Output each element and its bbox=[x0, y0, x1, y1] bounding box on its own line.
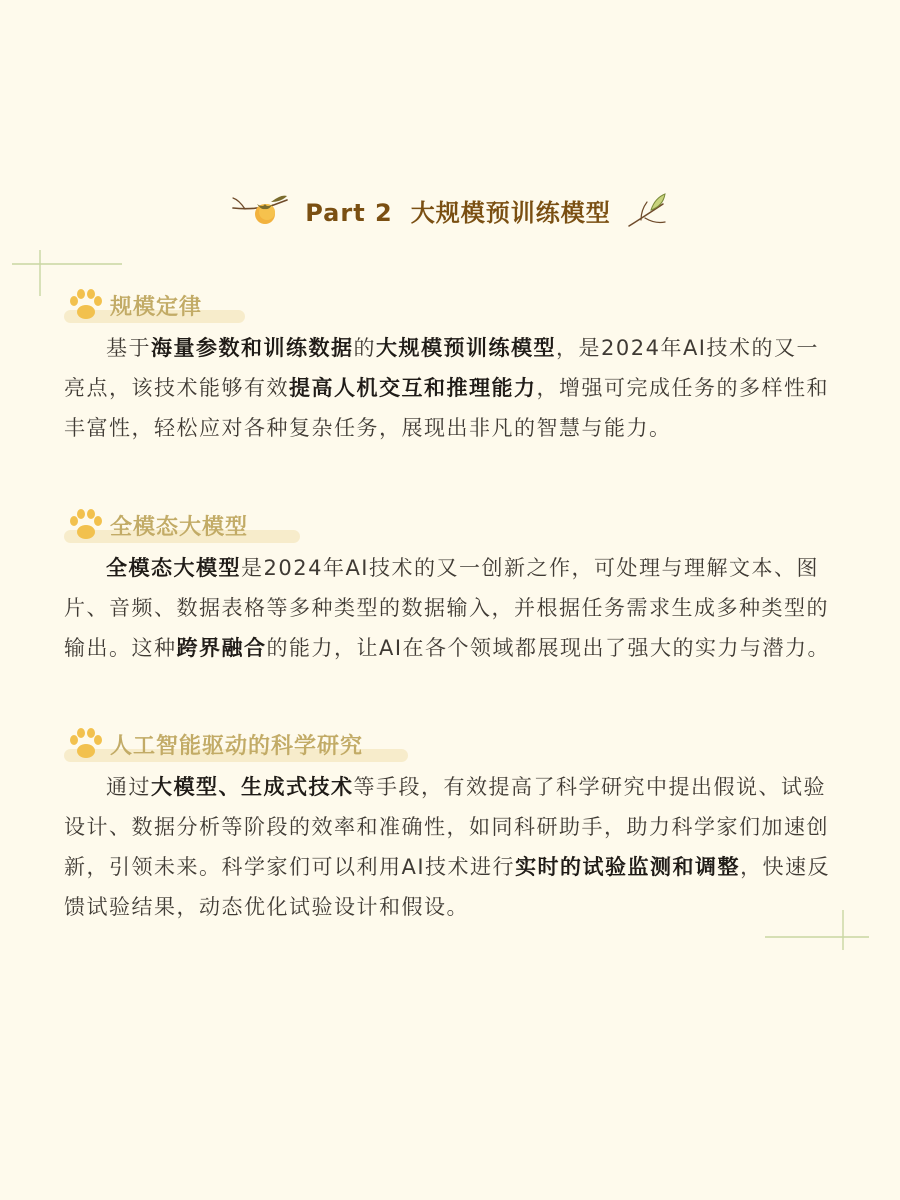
section-heading-text: 人工智能驱动的科学研究 bbox=[110, 734, 364, 759]
section-omni-modal-model bbox=[64, 508, 836, 668]
section-heading bbox=[64, 508, 836, 548]
emphasis-text: 大规模预训练模型 bbox=[376, 336, 556, 360]
section-heading bbox=[64, 727, 836, 767]
emphasis-text: 海量参数和训练数据 bbox=[151, 336, 354, 360]
section-ai-driven-research bbox=[64, 727, 836, 927]
paw-icon bbox=[68, 727, 104, 761]
sprig-icon bbox=[625, 190, 669, 230]
title-topic: 大规模预训练模型 bbox=[410, 198, 611, 227]
paw-icon bbox=[68, 288, 104, 322]
section-heading bbox=[64, 288, 836, 328]
emphasis-text: 提高人机交互和推理能力 bbox=[289, 376, 537, 400]
title-part: Part 2 bbox=[305, 198, 393, 227]
persimmon-branch-icon bbox=[231, 190, 291, 230]
paw-icon bbox=[68, 508, 104, 542]
page-title bbox=[305, 193, 611, 228]
section-paragraph: 基于海量参数和训练数据的大规模预训练模型，是2024年AI技术的又一亮点，该技术能够有效提高人机交互和推理能力，增强可完成任务的多样性和丰富性，轻松应对各种复杂任务，展现出非凡的智慧与能力。 bbox=[64, 336, 829, 440]
section-scaling-law bbox=[64, 288, 836, 448]
section-heading-text: 全模态大模型 bbox=[110, 515, 249, 540]
emphasis-text: 全模态大模型 bbox=[106, 556, 241, 580]
emphasis-text: 跨界融合 bbox=[176, 636, 267, 660]
section-paragraph: 全模态大模型是2024年AI技术的又一创新之作，可处理与理解文本、图片、音频、数据表格等多种类型的数据输入，并根据任务需求生成多种类型的输出。这种跨界融合的能力，让AI在各个领域都展现出了强大的实力与潜力。 bbox=[64, 556, 831, 660]
section-paragraph: 通过大模型、生成式技术等手段，有效提高了科学研究中提出假说、试验设计、数据分析等阶段的效率和准确性，如同科研助手，助力科学家们加速创新，引领未来。科学家们可以利用AI技术进行实时的试验监测和调整，快速反馈试验结果，动态优化试验设计和假设。 bbox=[64, 775, 831, 919]
emphasis-text: 大模型、生成式技术 bbox=[151, 775, 354, 799]
emphasis-text: 实时的试验监测和调整 bbox=[515, 855, 741, 879]
section-heading-text: 规模定律 bbox=[110, 295, 203, 320]
title-row bbox=[0, 190, 900, 230]
